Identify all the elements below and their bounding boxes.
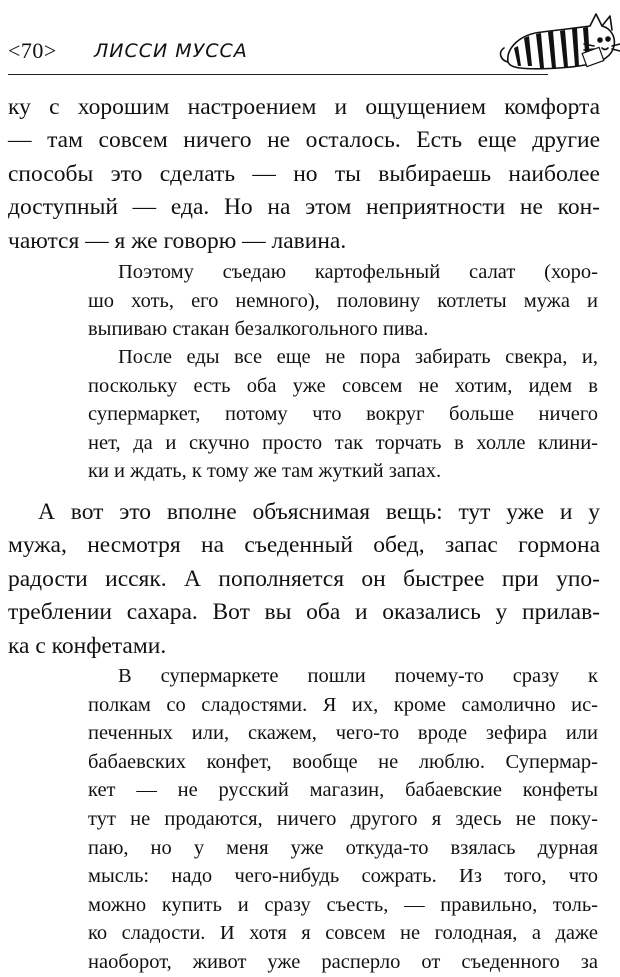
text-line: ко сладости. И хотя я совсем не голодная, а даже	[88, 922, 598, 945]
text-line: доступный — еда. Но на этом неприятности не кон-	[8, 194, 600, 221]
text-line: — там совсем ничего не осталось. Есть еще другие	[8, 127, 600, 154]
text-line: мысль: надо чего-нибудь сожрать. Из того, что	[88, 865, 598, 888]
page-number: <70>	[8, 38, 57, 63]
text-line: радости иссяк. А пополняется он быстрее при упо-	[8, 565, 600, 592]
text-line: тут не продаются, ничего другого я здесь не поку-	[88, 807, 598, 830]
header-rule	[8, 74, 548, 75]
text-line: полкам со сладостями. Я их, кроме самолично ис-	[88, 693, 598, 716]
text-line: ка с конфетами.	[8, 632, 167, 659]
text-line: В супермаркете пошли почему-то сразу к	[118, 665, 598, 687]
running-head: ЛИССИ МУССА	[94, 40, 248, 62]
quote-paragraph-2	[88, 343, 598, 486]
text-line: После еды все еще не пора забирать свекра, и,	[118, 346, 598, 368]
text-line: можно купить и сразу съесть, — правильно, толь-	[88, 893, 598, 916]
text-line: выпиваю стакан безалкогольного пива.	[88, 318, 429, 341]
body-paragraph-1	[8, 91, 600, 258]
text-line: кет — не русский магазин, бабаевские конфеты	[88, 779, 598, 802]
text-line: Поэтому съедаю картофельный салат (хоро-	[118, 261, 598, 283]
text-line: печенных или, скажем, чего-то вроде зефира или	[88, 722, 598, 745]
text-line: чаются — я же говорю — лавина.	[8, 227, 347, 254]
text-line: нет, да и скучно просто так торчать в холле клини-	[88, 431, 598, 454]
text-line: супермаркет, потому что вокруг больше ничего	[88, 403, 598, 426]
text-line: ку с хорошим настроением и ощущением комфорта	[8, 94, 600, 120]
text-line: наоборот, живот уже расперло от съеденного за	[88, 950, 598, 973]
striped-cat-icon	[498, 4, 620, 80]
body-paragraph-2	[8, 496, 600, 663]
text-line: А вот это вполне объяснимая вещь: тут уже и у	[38, 499, 600, 525]
text-line: шо хоть, его немного), половину котлеты мужа и	[88, 289, 598, 312]
text-line: поскольку есть оба уже совсем не хотим, идем в	[88, 374, 598, 397]
text-line: треблении сахара. Вот вы оба и оказались у прилав-	[8, 599, 600, 626]
text-line: ки и ждать, к тому же там жуткий запах.	[88, 460, 442, 483]
quote-paragraph-1	[88, 258, 598, 344]
text-line: способы это сделать — но ты выбираешь наиболее	[8, 160, 600, 187]
text-line: мужа, несмотря на съеденный обед, запас гормона	[8, 532, 600, 559]
page-header	[8, 34, 612, 74]
text-line: бабаевских конфет, вообще не люблю. Супермар-	[88, 750, 598, 773]
text-line: паю, но у меня уже откуда-то взялась дурная	[88, 836, 598, 859]
quote-paragraph-3	[88, 662, 598, 977]
